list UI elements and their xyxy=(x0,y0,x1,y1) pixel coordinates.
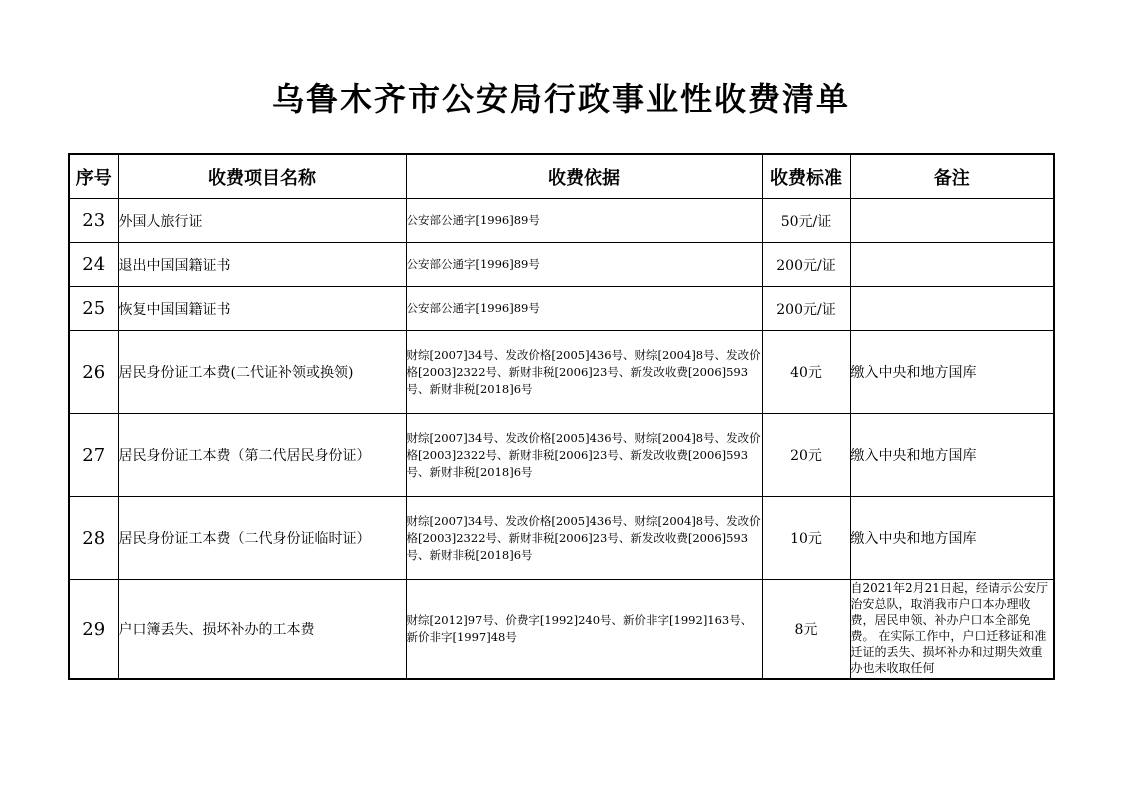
cell-basis: 公安部公通字[1996]89号 xyxy=(406,199,762,243)
cell-no: 29 xyxy=(69,580,118,680)
cell-basis: 公安部公通字[1996]89号 xyxy=(406,287,762,331)
cell-standard: 10元 xyxy=(762,497,850,580)
header-no: 序号 xyxy=(69,154,118,199)
cell-basis: 财综[2007]34号、发改价格[2005]436号、财综[2004]8号、发改价格[2003]2322号、新财非税[2006]23号、新发改收费[2006]593号、新财非税[2018]6号 xyxy=(406,414,762,497)
header-standard: 收费标准 xyxy=(762,154,850,199)
cell-basis: 公安部公通字[1996]89号 xyxy=(406,243,762,287)
cell-basis: 财综[2007]34号、发改价格[2005]436号、财综[2004]8号、发改价格[2003]2322号、新财非税[2006]23号、新发改收费[2006]593号、新财非税[2018]6号 xyxy=(406,497,762,580)
cell-name: 居民身份证工本费(二代证补领或换领) xyxy=(118,331,406,414)
fee-table xyxy=(68,153,1055,680)
table-row xyxy=(69,414,1054,497)
table-row xyxy=(69,243,1054,287)
cell-note: 自2021年2月21日起，经请示公安厅治安总队，取消我市户口本办理收费，居民申领、补办户口本全部免费。 在实际工作中，户口迁移证和准迁证的丢失、损坏补办和过期失效重办也未收取任何 xyxy=(850,580,1054,680)
cell-standard: 8元 xyxy=(762,580,850,680)
cell-basis: 财综[2012]97号、价费字[1992]240号、新价非字[1992]163号、新价非字[1997]48号 xyxy=(406,580,762,680)
table-row xyxy=(69,580,1054,680)
table-row xyxy=(69,287,1054,331)
cell-note xyxy=(850,243,1054,287)
cell-standard: 40元 xyxy=(762,331,850,414)
cell-no: 24 xyxy=(69,243,118,287)
header-note: 备注 xyxy=(850,154,1054,199)
cell-name: 外国人旅行证 xyxy=(118,199,406,243)
cell-standard: 50元/证 xyxy=(762,199,850,243)
cell-note: 缴入中央和地方国库 xyxy=(850,497,1054,580)
cell-no: 27 xyxy=(69,414,118,497)
cell-no: 23 xyxy=(69,199,118,243)
table-row xyxy=(69,497,1054,580)
cell-no: 26 xyxy=(69,331,118,414)
cell-note xyxy=(850,199,1054,243)
cell-note: 缴入中央和地方国库 xyxy=(850,414,1054,497)
cell-no: 25 xyxy=(69,287,118,331)
cell-standard: 20元 xyxy=(762,414,850,497)
page-title: 乌鲁木齐市公安局行政事业性收费清单 xyxy=(271,80,850,118)
cell-name: 恢复中国国籍证书 xyxy=(118,287,406,331)
header-name: 收费项目名称 xyxy=(118,154,406,199)
cell-name: 户口簿丢失、损坏补办的工本费 xyxy=(118,580,406,680)
cell-name: 退出中国国籍证书 xyxy=(118,243,406,287)
cell-note xyxy=(850,287,1054,331)
header-row xyxy=(69,154,1054,199)
table-row xyxy=(69,199,1054,243)
cell-standard: 200元/证 xyxy=(762,287,850,331)
cell-no: 28 xyxy=(69,497,118,580)
header-basis: 收费依据 xyxy=(406,154,762,199)
cell-basis: 财综[2007]34号、发改价格[2005]436号、财综[2004]8号、发改价格[2003]2322号、新财非税[2006]23号、新发改收费[2006]593号、新财非税[2018]6号 xyxy=(406,331,762,414)
table-row xyxy=(69,331,1054,414)
cell-standard: 200元/证 xyxy=(762,243,850,287)
cell-name: 居民身份证工本费（第二代居民身份证） xyxy=(118,414,406,497)
cell-note: 缴入中央和地方国库 xyxy=(850,331,1054,414)
cell-name: 居民身份证工本费（二代身份证临时证） xyxy=(118,497,406,580)
